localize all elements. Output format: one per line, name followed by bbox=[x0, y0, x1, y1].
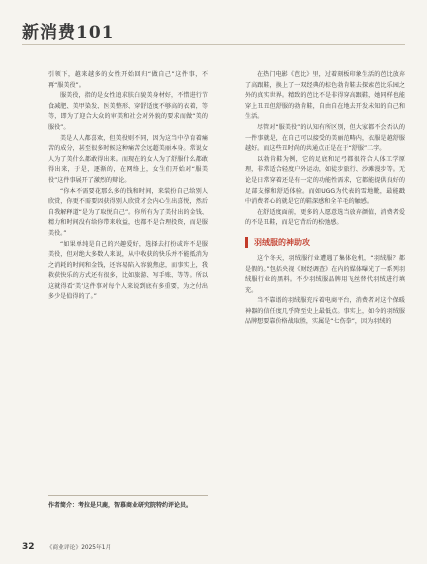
header-divider bbox=[22, 44, 405, 45]
author-bio: 作者简介：考拉是只鹿，智慕商业研究院特约评论员。 bbox=[48, 495, 208, 511]
page-number: 32 bbox=[22, 542, 35, 552]
body-paragraph: 美是人人都喜欢，但美役则不同，因为这当中孕育着痛苦的成分，甚至很多时候这种痛苦会远超美丽本身。常说女人为了美什么都敢得出来。而现在的女人为了舒服什么都敢得出来，于是，逐渐的，在网络上，女生们开始对“服美役”这件事展开了激烈的辩论。 bbox=[48, 134, 208, 184]
section-heading: 羽绒服的神助攻 bbox=[245, 237, 405, 248]
body-paragraph: 尽管对“服美役”的认知有所区别，但大家都不会否认的一件事就是，在自己可以接受的美丽范畴内，衣服是越舒服越好。而这些丑时尚的共通点正是在于“舒服”二字。 bbox=[245, 123, 405, 153]
body-paragraph: “你本不需要花那么多的钱和时间，来装扮自己给别人欣赏，你更不需要因获得别人欣赏才会内心生出喜悦，然后自我解释道“是为了取悦自己”。你所有为了美付出的金钱、精力和时间没有给你带来收益，也都不是合理投资，而是服美役。” bbox=[48, 187, 208, 237]
body-paragraph: 引领下，越来越多的女性开始回归“做自己”这件事，不再“服美役”。 bbox=[48, 71, 208, 89]
page-header bbox=[0, 0, 427, 56]
left-column bbox=[48, 70, 208, 303]
body-paragraph: “如果单纯是自己的兴趣爱好，选择去打扮或许不是服美役，但对绝大多数人来说，从中收获的快乐并不能抵消为之消耗的时间和金钱，还容易陷入容貌焦虑，而事实上，我救获快乐的方式还有很多，比如旅游、写手账、等等。所以这就得看‘美’这件事对每个人来说到底有多重要，为之付出多少是值得的了。” bbox=[48, 240, 208, 301]
body-paragraph: 在舒适度面前，更多的人愿意选当放弃颜值，消费者爱的不是丑鞋，而是它背后的松弛感。 bbox=[245, 208, 405, 227]
body-paragraph: 服美役，指的是女性追求肤白貌美身材好，不惜进行节食减肥、美甲染发、医美整形、穿舒适度不够高的衣着，等等，即为了迎合大众的审美和社会对外貌的要求而做“美的服役”。 bbox=[48, 92, 208, 131]
body-paragraph: 这个冬天，羽绒服行业遭遇了集体危机，“羽绒服？都是假的。”包括央视《财经调查》在内的媒体曝光了一系列羽绒服行业的黑料。不少羽绒服品牌用飞丝替代羽绒进行填充。 bbox=[245, 254, 405, 294]
body-paragraph: 在热门电影《芭比》里，过着刻板印象生活的芭比放弃了高跟鞋，换上了一双经典的棕色勃肯鞋去探索芭比乐园之外的真实世界。精致的芭比不是非得穿高跟鞋，她同样也能穿上丑丑但舒服的勃肯鞋，自由自在地去开发未知的自己和生活。 bbox=[245, 71, 405, 121]
column-title: 新消费101 bbox=[22, 23, 115, 43]
publication-info: 《商业评论》2025年1月 bbox=[46, 545, 112, 551]
right-column bbox=[245, 70, 405, 328]
body-paragraph: 以勃肯鞋为例，它的足底和足弓都很符合人体工学原理，非常适合轻度户外运动，如徒步旅行、沙滩漫步等。无论是日常穿着还是有一定的功能性需求，它都能提供良好的足部支撑和舒适体验。而如UGG为代表的雪地靴，最能戳中消费者心的就是它的鞋深感和全羊毛的触感。 bbox=[245, 155, 405, 206]
page-footer bbox=[22, 542, 111, 552]
body-paragraph: 当不靠谱的羽绒服充斥着电商平台，消费者对这个保暖神器的信任度几乎降至史上最低点。事实上，如今的羽绒服品牌想要靠价格战取胜，实属是“七伤拳”，因为羽绒的 bbox=[245, 297, 405, 326]
